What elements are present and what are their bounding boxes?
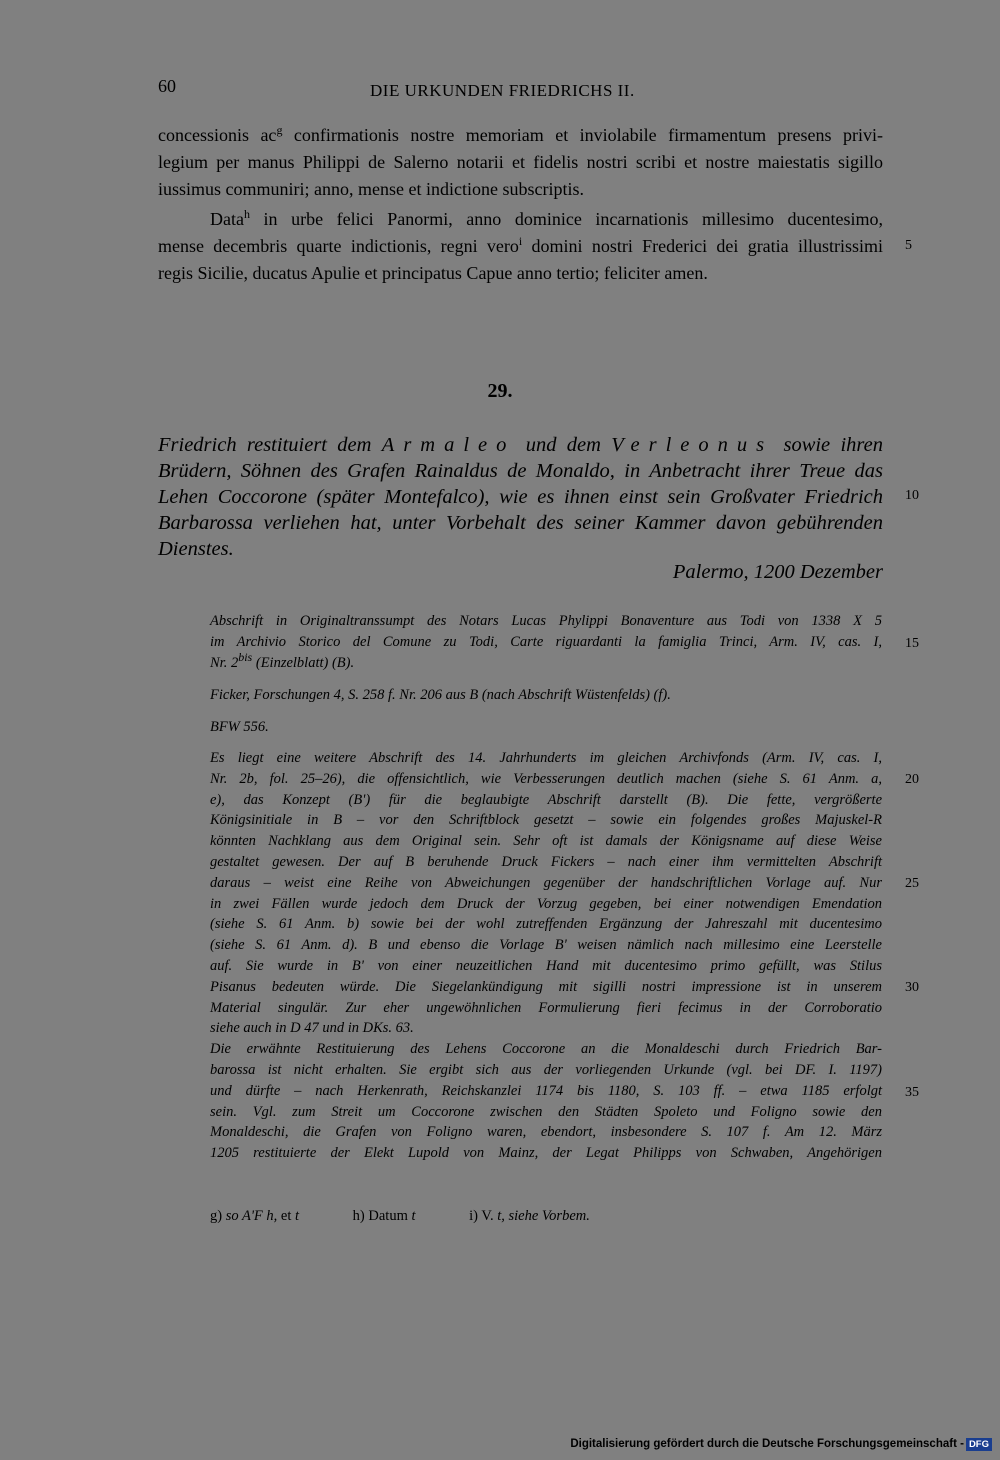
line-number: 5 (905, 238, 912, 253)
previous-document-text (158, 122, 883, 203)
text-line: Lehen Coccorone (später Montefalco), wie es ihnen einst sein Großvater Friedrich (158, 486, 883, 508)
text-line: sein. Vgl. zum Streit um Coccorone zwischen den Städten Spoleto und Foligno sowie den (210, 1103, 882, 1120)
line-number: 30 (905, 980, 919, 995)
text-line: auf. Sie wurde in B' von einer neuzeitlichen Hand mit ducentesimo primo gefüllt, was Stilus (210, 957, 882, 974)
text-line: BFW 556. (210, 719, 269, 735)
transmission-note (210, 611, 882, 673)
text-line: Dienstes. (158, 538, 234, 560)
text-line: Nr. $2^{bis}$ (Einzelblatt) (B). (210, 649, 355, 671)
digitization-banner (570, 1438, 992, 1451)
text-line: Königsinitiale in B – vor den Schriftblock gesetzt – sowie ein folgendes großes Majuskel-R (210, 812, 882, 829)
text-line: im Archivio Storico del Comune zu Todi, Carte riguardanti la famiglia Trinci, Arm. IV, cas. I, (210, 633, 882, 650)
text-line: regis Sicilie, ducatus Apulie et principatus Capue anno tertio; feliciter amen. (158, 263, 708, 283)
text-line: Es liegt eine weitere Abschrift des 14. Jahrhunderts im gleichen Archivfonds (Arm. IV, cas. I, (210, 750, 882, 766)
dfg-logo: DFG (966, 1438, 992, 1451)
line-number: 20 (905, 772, 919, 787)
line-number: 25 (905, 876, 919, 891)
edition-note (210, 685, 882, 706)
footnote: h) Datum t (352, 1208, 416, 1224)
text-line: mense decembris quarte indictionis, regni vero$^i$ domini nostri Frederici dei gratia illustrissimi (158, 234, 883, 256)
banner-text: Digitalisierung gefördert durch die Deutsche Forschungsgemeinschaft - (570, 1438, 964, 1450)
text-line: daraus – weist eine Reihe von Abweichungen gegenüber der handschriftlichen Vorlage auf. Nur (210, 874, 882, 891)
text-line: in zwei Fällen wurde jedoch dem Druck der Vorzug gegeben, bei einer notwendigen Emendation (210, 895, 882, 912)
text-line: gestaltet gewesen. Der auf B beruhende Druck Fickers – nach einer ihm vermittelten Abschrift (210, 853, 882, 870)
text-line: Data$^h$ in urbe felici Panormi, anno dominice incarnationis millesimo ducentesimo, (210, 207, 883, 229)
footnotes (210, 1208, 640, 1225)
document-number: 29. (487, 380, 513, 402)
dating-clause (158, 206, 883, 287)
text-line: (siehe S. 61 Anm. b) sowie bei der wohl zutreffenden Ergänzung der Jahreszahl mit ducentesimo (210, 916, 882, 933)
text-line: und dürfte – nach Herkenrath, Reichskanzlei 1174 bis 1180, S. 103 ff. – etwa 1185 erfolgt (210, 1082, 882, 1099)
footnote: g) so A'F h, et t (210, 1208, 300, 1224)
text-line: Material singulär. Zur eher ungewöhnlichen Formulierung fieri fecimus in der Corroboratio (210, 999, 882, 1016)
page-number: 60 (158, 76, 176, 96)
page-header (158, 76, 883, 106)
text-line: concessionis $ac^g$ confirmationis nostre memoriam et inviolabile firmamentum presens privi- (158, 123, 883, 145)
text-line: könnten Nachklang aus dem Original sein. Sehr oft ist damals der Königsname auf diese Weise (210, 833, 882, 850)
commentary (210, 748, 882, 1164)
text-line: siehe auch in D 47 und in DKs. 63. (210, 1020, 414, 1037)
text-line: Barbarossa verliehen hat, unter Vorbehalt des seiner Kammer davon gebührenden (158, 512, 883, 534)
text-line: Pisanus bedeuten würde. Die Siegelankündigung mit sigilli nostri impressione ist in unserem (210, 978, 882, 995)
text-line: e), das Konzept (B') für die beglaubigte Abschrift darstellt (B). Die fette, vergrößerte (210, 791, 882, 808)
regest (158, 432, 883, 562)
text-line: Nr. 2b, fol. 25–26), die offensichtlich, wie Verbesserungen deutlich machen (siehe S. 61 Anm. a, (210, 770, 882, 787)
text-line: iussimus communiri; anno, mense et indictione subscriptis. (158, 179, 584, 199)
text-line: Abschrift in Originaltranssumpt des Notars Lucas Phylippi Bonaventure aus Todi von 1338 X 5 (210, 613, 882, 629)
running-head: DIE URKUNDEN FRIEDRICHS II. (370, 81, 635, 100)
text-line: 1205 restituierte der Elekt Lupold von Mainz, der Legat Philipps von Schwaben, Angehörigen (210, 1145, 882, 1162)
text-line: Die erwähnte Restituierung des Lehens Coccorone an die Monaldeschi durch Friedrich Bar- (210, 1041, 882, 1058)
text-line: Ficker, Forschungen 4, S. 258 f. Nr. 206 aus B (nach Abschrift Wüstenfelds) (f). (210, 687, 671, 703)
text-line: (siehe S. 61 Anm. d). B und ebenso die Vorlage B' weisen nämlich nach millesimo eine Leerstelle (210, 937, 882, 954)
line-number: 35 (905, 1085, 919, 1100)
place-and-date: Palermo, 1200 Dezember (672, 561, 883, 583)
text-line: legium per manus Philippi de Salerno notarii et fidelis nostri scribi et nostre maiestatis sigillo (158, 152, 883, 172)
text-line: Brüdern, Söhnen des Grafen Rainaldus de Monaldo, in Anbetracht ihrer Treue das (158, 460, 883, 482)
regesta-note (210, 717, 882, 738)
text-line: Friedrich restituiert dem Armaleo und dem Verleonus sowie ihren (158, 434, 883, 456)
text-line: Monaldeschi, die Grafen von Foligno waren, ebendort, insbesondere S. 107 f. Am 12. März (210, 1124, 882, 1141)
footnote: i) V. t, siehe Vorbem. (469, 1208, 590, 1224)
text-line: barossa ist nicht erhalten. Sie ergibt sich aus der vorliegenden Urkunde (vgl. bei DF. I. 1197) (210, 1061, 882, 1078)
line-number: 15 (905, 636, 919, 651)
line-number: 10 (905, 488, 919, 503)
